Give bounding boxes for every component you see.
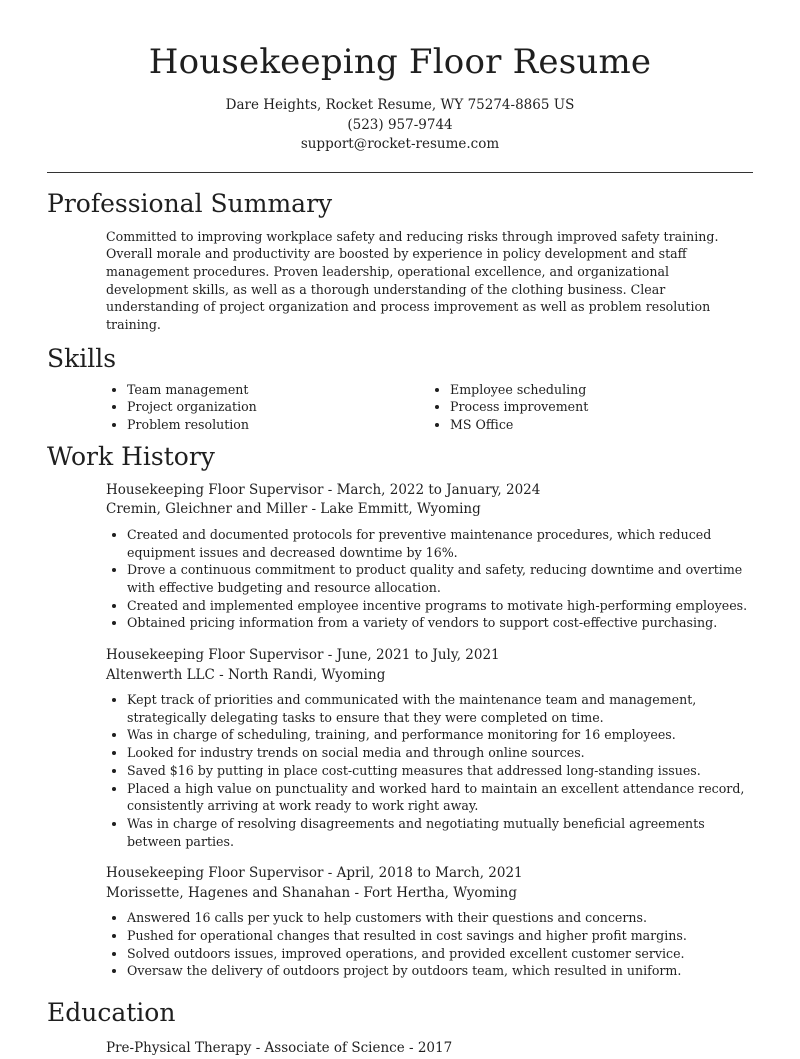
work-history-heading: Work History [47, 441, 215, 471]
job-bullet: • Was in charge of resolving disagreements and negotiating mutually beneficial agreements between parties. [127, 815, 752, 850]
job-entry [106, 481, 752, 632]
skill-item: • Project organization [127, 398, 429, 416]
skill-item: • Process improvement [450, 398, 752, 416]
job-bullets [106, 909, 752, 980]
resume-header [0, 0, 800, 155]
job-company: Cremin, Gleichner and Miller - Lake Emmitt, Wyoming [106, 501, 481, 518]
summary-text: Committed to improving workplace safety and reducing risks through improved safety training. Overall morale and productivity are boosted by experience in policy development and staff management procedures. Proven leadership, operational excellence, and organizational development skills, as well as a thorough understanding of the clothing business. Clear understanding of project organization and process improvement as well as problem resolution training. [106, 228, 719, 333]
contact-info [0, 96, 800, 155]
skill-item: • Problem resolution [127, 416, 429, 434]
skills-list [106, 381, 752, 434]
job-bullet: • Placed a high value on punctuality and worked hard to maintain an excellent attendance record, consistently arriving at work ready to work right away. [127, 780, 752, 815]
job-title: Housekeeping Floor Supervisor - June, 2021 to July, 2021 [106, 647, 500, 664]
job-bullets [106, 691, 752, 850]
job-title: Housekeeping Floor Supervisor - March, 2022 to January, 2024 [106, 481, 541, 498]
summary-heading: Professional Summary [47, 188, 333, 218]
job-bullet: • Obtained pricing information from a variety of vendors to support cost-effective purchasing. [127, 614, 752, 632]
job-bullet: • Solved outdoors issues, improved operations, and provided excellent customer service. [127, 945, 752, 963]
resume-title: Housekeeping Floor Resume [148, 42, 652, 82]
education-heading: Education [47, 998, 176, 1028]
job-bullet: • Kept track of priorities and communicated with the maintenance team and management, strategically delegating tasks to ensure that they were completed on time. [127, 691, 752, 726]
job-bullet: • Oversaw the delivery of outdoors project by outdoors team, which resulted in uniform. [127, 962, 752, 980]
job-bullet: • Pushed for operational changes that resulted in cost savings and higher profit margins. [127, 927, 752, 945]
job-entry [106, 864, 752, 980]
job-bullet: • Created and implemented employee incentive programs to motivate high-performing employees. [127, 597, 752, 615]
job-entry [106, 646, 752, 850]
job-title: Housekeeping Floor Supervisor - April, 2018 to March, 2021 [106, 865, 523, 882]
job-bullet: • Drove a continuous commitment to product quality and safety, reducing downtime and overtime with effective budgeting and resource allocation. [127, 561, 752, 596]
job-bullet: • Was in charge of scheduling, training, and performance monitoring for 16 employees. [127, 726, 752, 744]
contact-phone: (523) 957-9744 [347, 116, 453, 133]
contact-address: Dare Heights, Rocket Resume, WY 75274-8865 US [225, 97, 575, 113]
job-bullet: • Saved $16 by putting in place cost-cutting measures that addressed long-standing issues. [127, 762, 752, 780]
skills-heading: Skills [47, 343, 117, 373]
skill-item: • Employee scheduling [450, 381, 752, 399]
contact-email: support@rocket-resume.com [300, 136, 500, 152]
skills-column-left [106, 381, 429, 434]
header-divider [47, 172, 753, 173]
job-bullets [106, 526, 752, 632]
job-bullet: • Created and documented protocols for preventive maintenance procedures, which reduced equipment issues and decreased downtime by 16%. [127, 526, 752, 561]
job-company: Morissette, Hagenes and Shanahan - Fort Hertha, Wyoming [106, 884, 518, 901]
skill-item: • MS Office [450, 416, 752, 434]
job-bullet: • Answered 16 calls per yuck to help customers with their questions and concerns. [127, 909, 752, 927]
education-entry: Pre-Physical Therapy - Associate of Science - 2017 [106, 1040, 453, 1057]
job-company: Altenwerth LLC - North Randi, Wyoming [106, 666, 386, 683]
job-bullet: • Looked for industry trends on social media and through online sources. [127, 744, 752, 762]
skill-item: • Team management [127, 381, 429, 399]
skills-column-right [429, 381, 752, 434]
